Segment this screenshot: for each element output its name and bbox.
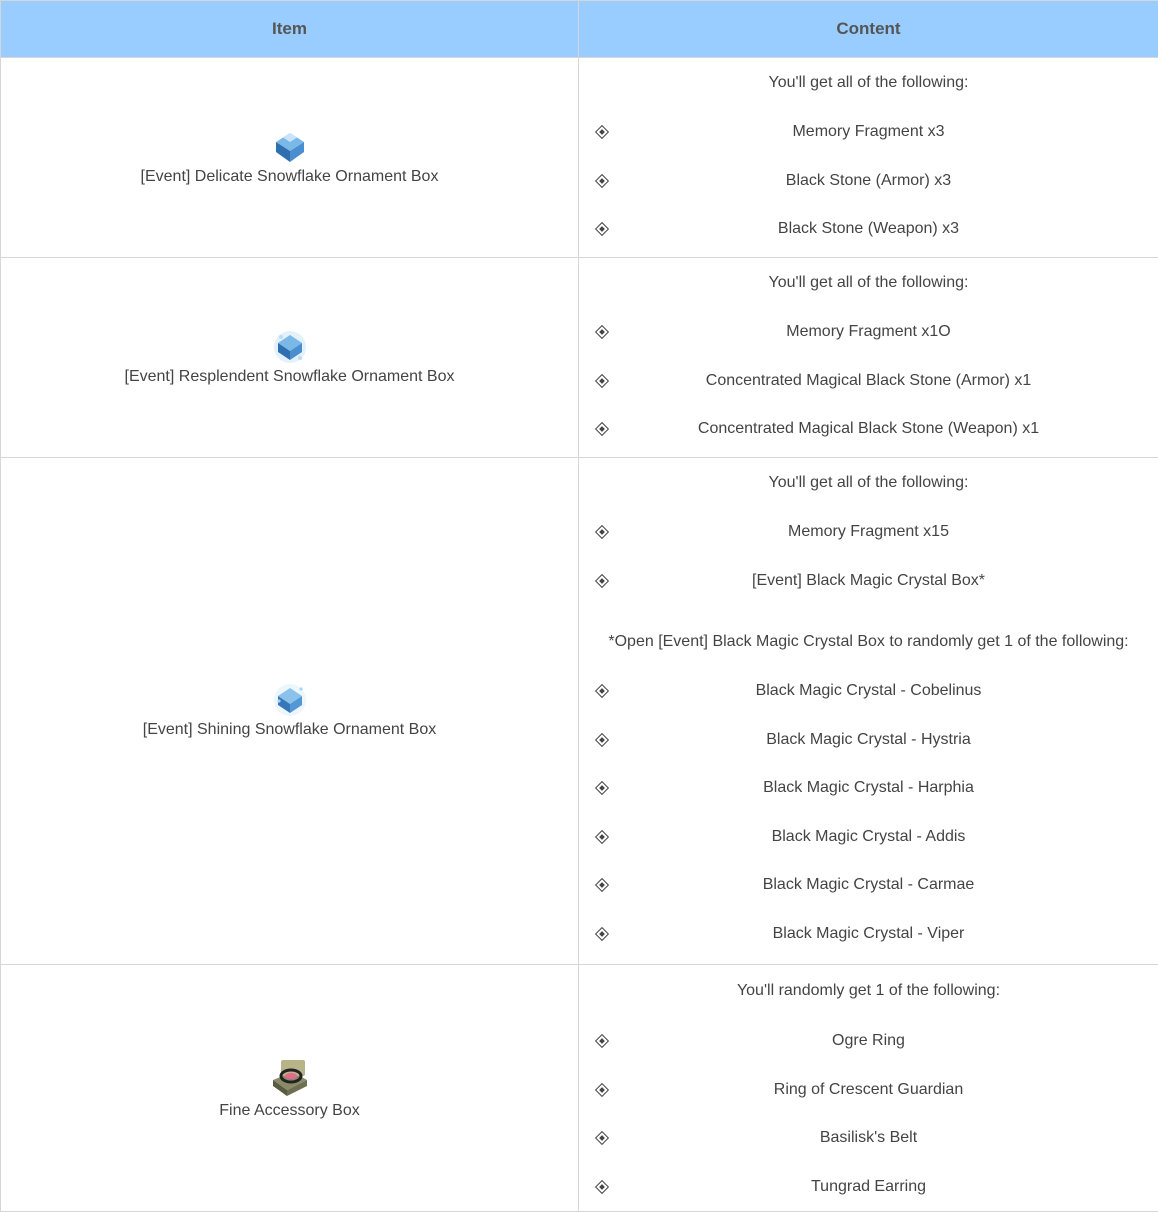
spacer — [579, 605, 1158, 617]
diamond-bullet-icon — [595, 830, 609, 844]
table-row — [1, 58, 1158, 258]
content-cell — [579, 58, 1158, 258]
diamond-bullet-icon — [595, 222, 609, 236]
resplendent-snowflake-box-icon — [273, 330, 307, 364]
table-row — [1, 458, 1158, 965]
content-intro: You'll get all of the following: — [579, 258, 1158, 308]
diamond-bullet-icon — [595, 1083, 609, 1097]
snowflake-ornament-box-icon — [273, 130, 307, 164]
list-item: Memory Fragment x15 — [579, 508, 1158, 557]
diamond-bullet-icon — [595, 781, 609, 795]
table-row — [1, 965, 1158, 1212]
content-intro: You'll get all of the following: — [579, 458, 1158, 508]
list-item: Black Magic Crystal - Addis — [579, 813, 1158, 862]
list-item: Black Magic Crystal - Carmae — [579, 861, 1158, 910]
diamond-bullet-icon — [595, 525, 609, 539]
item-cell — [1, 58, 579, 258]
list-item: Concentrated Magical Black Stone (Weapon) x1 — [579, 405, 1158, 454]
list-item: Black Magic Crystal - Hystria — [579, 716, 1158, 765]
table-header-row — [1, 1, 1158, 58]
diamond-bullet-icon — [595, 125, 609, 139]
list-item: Basilisk's Belt — [579, 1114, 1158, 1163]
diamond-bullet-icon — [595, 878, 609, 892]
diamond-bullet-icon — [595, 574, 609, 588]
table-row — [1, 258, 1158, 458]
list-item: Black Stone (Armor) x3 — [579, 157, 1158, 206]
item-cell — [1, 258, 579, 458]
item-name: Fine Accessory Box — [2, 1102, 577, 1120]
diamond-bullet-icon — [595, 374, 609, 388]
list-item: Concentrated Magical Black Stone (Armor) x1 — [579, 357, 1158, 406]
list-item: Ring of Crescent Guardian — [579, 1066, 1158, 1115]
diamond-bullet-icon — [595, 1034, 609, 1048]
list-item: Tungrad Earring — [579, 1163, 1158, 1212]
list-item: Black Magic Crystal - Cobelinus — [579, 667, 1158, 716]
diamond-bullet-icon — [595, 1131, 609, 1145]
diamond-bullet-icon — [595, 422, 609, 436]
diamond-bullet-icon — [595, 325, 609, 339]
content-cell — [579, 258, 1158, 458]
list-item: [Event] Black Magic Crystal Box* — [579, 557, 1158, 606]
list-item: Memory Fragment x3 — [579, 108, 1158, 157]
list-item: Black Stone (Weapon) x3 — [579, 205, 1158, 254]
content-note: *Open [Event] Black Magic Crystal Box to randomly get 1 of the following: — [579, 617, 1158, 667]
item-cell — [1, 965, 579, 1212]
diamond-bullet-icon — [595, 174, 609, 188]
shining-snowflake-box-icon — [273, 683, 307, 717]
list-item: Ogre Ring — [579, 1017, 1158, 1066]
diamond-bullet-icon — [595, 684, 609, 698]
list-item: Memory Fragment x1O — [579, 308, 1158, 357]
content-cell — [579, 458, 1158, 965]
item-name: [Event] Shining Snowflake Ornament Box — [2, 721, 577, 739]
header-content: Content — [579, 1, 1158, 58]
content-intro: You'll get all of the following: — [579, 58, 1158, 108]
diamond-bullet-icon — [595, 927, 609, 941]
content-intro: You'll randomly get 1 of the following: — [579, 965, 1158, 1017]
item-cell — [1, 458, 579, 965]
list-item: Black Magic Crystal - Viper — [579, 910, 1158, 959]
header-item: Item — [1, 1, 579, 58]
item-name: [Event] Resplendent Snowflake Ornament Box — [2, 368, 577, 386]
item-name: [Event] Delicate Snowflake Ornament Box — [2, 168, 577, 186]
diamond-bullet-icon — [595, 733, 609, 747]
diamond-bullet-icon — [595, 1180, 609, 1194]
accessory-box-icon — [269, 1056, 311, 1098]
content-cell — [579, 965, 1158, 1212]
list-item: Black Magic Crystal - Harphia — [579, 764, 1158, 813]
